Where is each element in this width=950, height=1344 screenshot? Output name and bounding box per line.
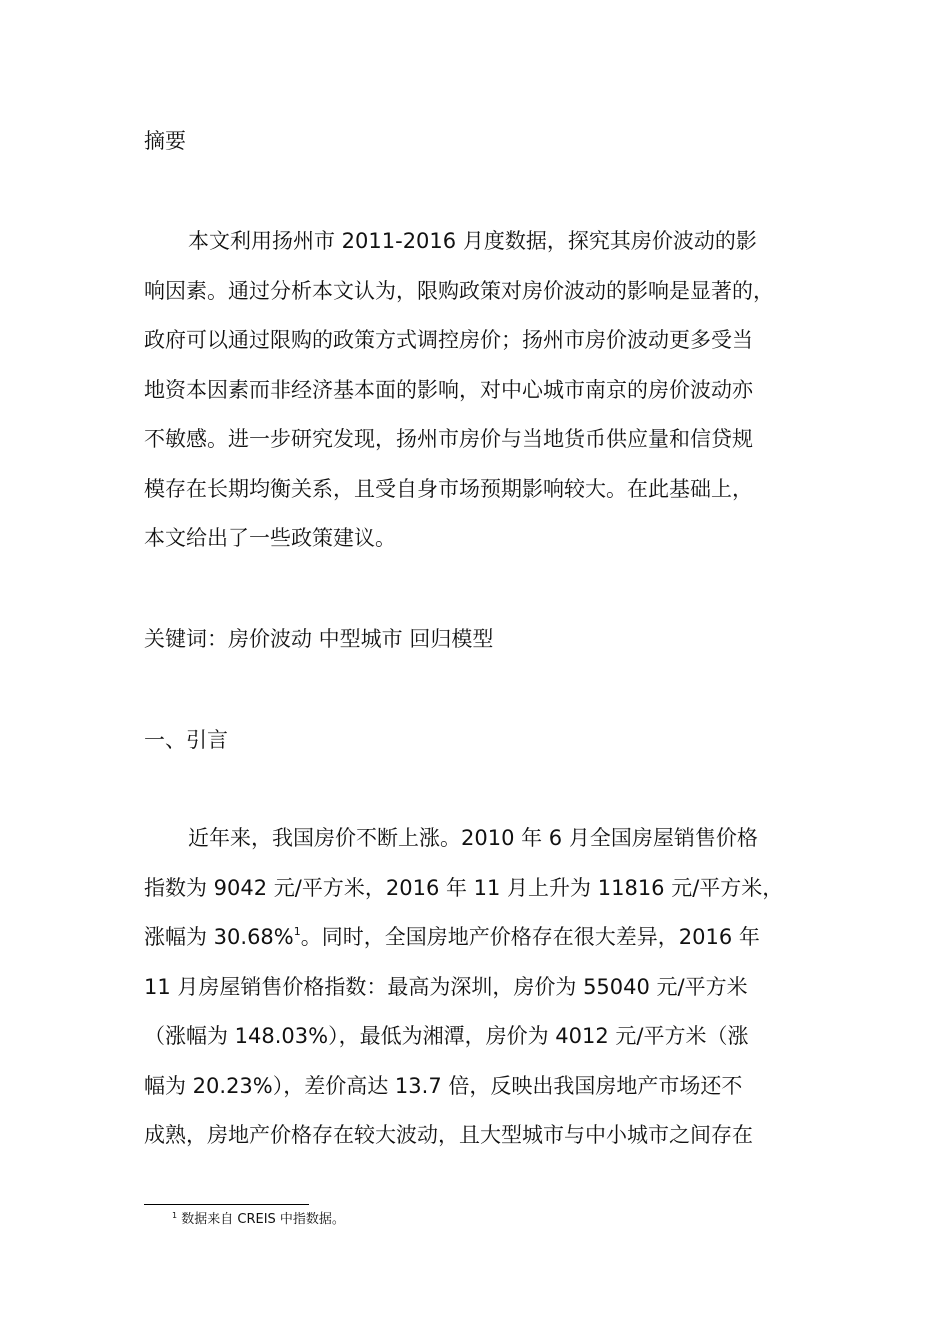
intro-line: 近年来，我国房价不断上涨。2010 年 6 月全国房屋销售价格 — [188, 826, 758, 850]
abstract-line: 响因素。通过分析本文认为，限购政策对房价波动的影响是显著的， — [144, 278, 774, 303]
intro-paragraph — [144, 814, 816, 1161]
abstract-paragraph — [144, 217, 816, 564]
intro-line: 幅为 20.23%），差价高达 13.7 倍，反映出我国房地产市场还不 — [144, 1073, 743, 1098]
footnote — [172, 1211, 345, 1229]
abstract-line: 本文利用扬州市 2011-2016 月度数据，探究其房价波动的影 — [188, 229, 757, 253]
footnote-marker: 1 — [172, 1211, 178, 1220]
footnote-divider — [144, 1204, 309, 1205]
intro-line: 成熟，房地产价格存在较大波动，且大型城市与中小城市之间存在 — [144, 1123, 753, 1147]
intro-line: （涨幅为 148.03%），最低为湘潭，房价为 4012 元/平方米（涨 — [144, 1024, 749, 1048]
intro-line: 指数为 9042 元/平方米，2016 年 11 月上升为 11816 元/平方米， — [144, 875, 784, 900]
footnote-reference[interactable]: 1 — [293, 925, 301, 938]
abstract-line: 地资本因素而非经济基本面的影响，对中心城市南京的房价波动亦 — [144, 377, 753, 402]
abstract-line: 模存在长期均衡关系，且受自身市场预期影响较大。在此基础上， — [144, 476, 753, 501]
abstract-line: 政府可以通过限购的政策方式调控房价；扬州市房价波动更多受当 — [144, 328, 753, 352]
intro-line-part: 涨幅为 30.68% — [144, 925, 294, 949]
keywords-line: 关键词：房价波动 中型城市 回归模型 — [144, 627, 494, 651]
abstract-line: 本文给出了一些政策建议。 — [144, 526, 396, 550]
section-title: 一、引言 — [144, 728, 228, 752]
intro-line-part: 。同时，全国房地产价格存在很大差异，2016 年 — [300, 925, 760, 949]
footnote-text: 数据来自 CREIS 中指数据。 — [181, 1212, 345, 1227]
abstract-title: 摘要 — [144, 129, 186, 153]
abstract-line: 不敏感。进一步研究发现，扬州市房价与当地货币供应量和信贷规 — [144, 427, 753, 451]
intro-line — [144, 913, 816, 963]
intro-line: 11 月房屋销售价格指数：最高为深圳，房价为 55040 元/平方米 — [144, 974, 748, 999]
